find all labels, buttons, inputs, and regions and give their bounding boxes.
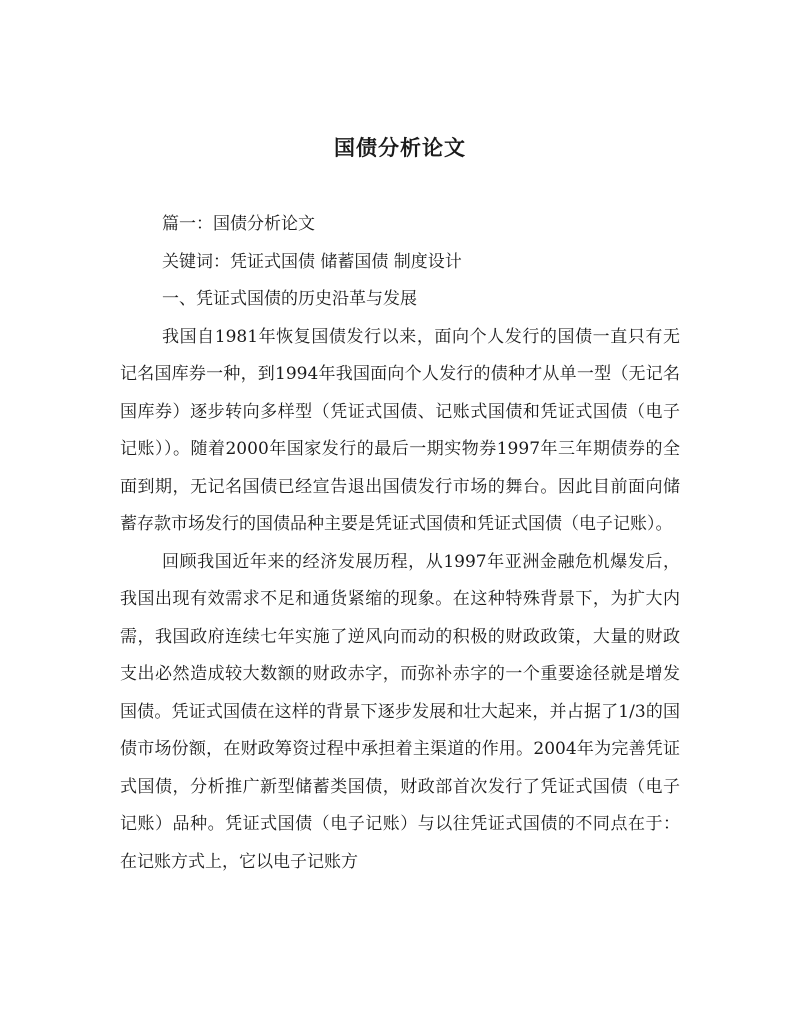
document-body bbox=[120, 206, 680, 881]
keywords-line: 关键词：凭证式国债 储蓄国债 制度设计 bbox=[162, 251, 462, 272]
section-heading: 篇一：国债分析论文 bbox=[162, 214, 315, 234]
subheading: 一、凭证式国债的历史沿革与发展 bbox=[162, 289, 417, 309]
paragraph-2: 回顾我国近年来的经济发展历程，从1997年亚洲金融危机爆发后，我国出现有效需求不足和通货紧缩的现象。在这种特殊背景下，为扩大内需，我国政府连续七年实施了逆风向而动的积极的财政政策，大量的财政支出必然造成较大数额的财政赤字，而弥补赤字的一个重要途径就是增发国债。凭证式国债在这样的背景下逐步发展和壮大起来，并占据了1/3的国债市场份额，在财政筹资过程中承担着主渠道的作用。2004年为完善凭证式国债，分析推广新型储蓄类国债，财政部首次发行了凭证式国债（电子记账）品种。凭证式国债（电子记账）与以往凭证式国债的不同点在于：在记账方式上，它以电子记账方 bbox=[120, 551, 680, 872]
document-title: 国债分析论文 bbox=[334, 135, 466, 160]
paragraph-1: 我国自1981年恢复国债发行以来，面向个人发行的国债一直只有无记名国库券一种，到1994年我国面向个人发行的债种才从单一型（无记名国库券）逐步转向多样型（凭证式国债、记账式国债和凭证式国债（电子记账））。随着2000年国家发行的最后一期实物券1997年三年期债券的全面到期，无记名国债已经宣告退出国债发行市场的舞台。因此目前面向储蓄存款市场发行的国债品种主要是凭证式国债和凭证式国债（电子记账）。 bbox=[120, 326, 680, 534]
